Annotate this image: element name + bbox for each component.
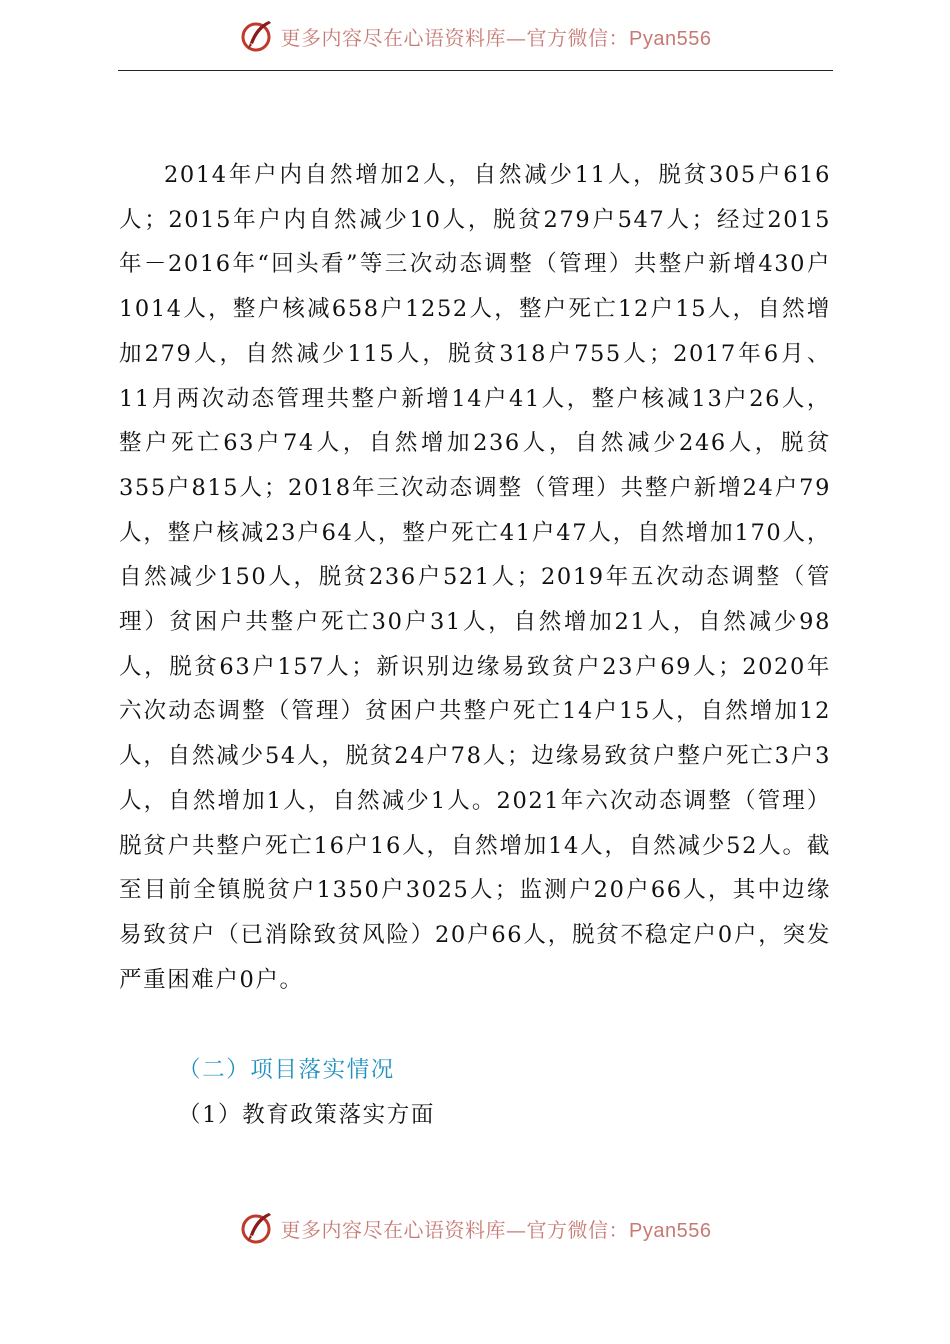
sub-heading: （1）教育政策落实方面 — [178, 1102, 435, 1128]
quill-logo-icon — [239, 18, 275, 54]
watermark-label: 更多内容尽在心语资料库—官方微信： — [280, 1217, 630, 1242]
watermark-wechat-id: Pyan556 — [629, 27, 712, 50]
watermark-text — [281, 22, 712, 51]
section-heading: （二）项目落实情况 — [178, 1057, 395, 1083]
quill-logo-icon — [239, 1210, 275, 1246]
watermark-wechat-id: Pyan556 — [629, 1219, 712, 1242]
body-paragraph: 2014年户内自然增加2人，自然减少11人，脱贫305户616人；2015年户内自然减少10人，脱贫279户547人；经过2015年－2016年“回头看”等三次动态调整（管理）共整户新增430户1014人，整户核减658户1252人，整户死亡12户15人，自然增加279人，自然减少115人，脱贫318户755人；2017年6月、11月两次动态管理共整户新增14户41人，整户核减13户26人，整户死亡63户74人，自然增加236人，自然减少246人，脱贫355户815人；2018年三次动态调整（管理）共整户新增24户79人，整户核减23户64人，整户死亡41户47人，自然增加170人，自然减少150人，脱贫236户521人；2019年五次动态调整（管理）贫困户共整户死亡30户31人，自然增加21人，自然减少98人，脱贫63户157人；新识别边缘易致贫户23户69人；2020年六次动态调整（管理）贫困户共整户死亡14户15人，自然增加12人，自然减少54人，脱贫24户78人；边缘易致贫户整户死亡3户3人，自然增加1人，自然减少1人。2021年六次动态调整（管理）脱贫户共整户死亡16户16人，自然增加14人，自然减少52人。截至目前全镇脱贫户1350户3025人；监测户20户66人，其中边缘易致贫户（已消除致贫风险）20户66人，脱贫不稳定户0户，突发严重困难户0户。 — [119, 162, 831, 993]
header-watermark-banner — [0, 14, 950, 58]
header-rule — [118, 70, 833, 71]
footer-watermark-banner — [0, 1206, 950, 1250]
watermark-text — [281, 1214, 712, 1243]
watermark-label: 更多内容尽在心语资料库—官方微信： — [280, 25, 630, 50]
